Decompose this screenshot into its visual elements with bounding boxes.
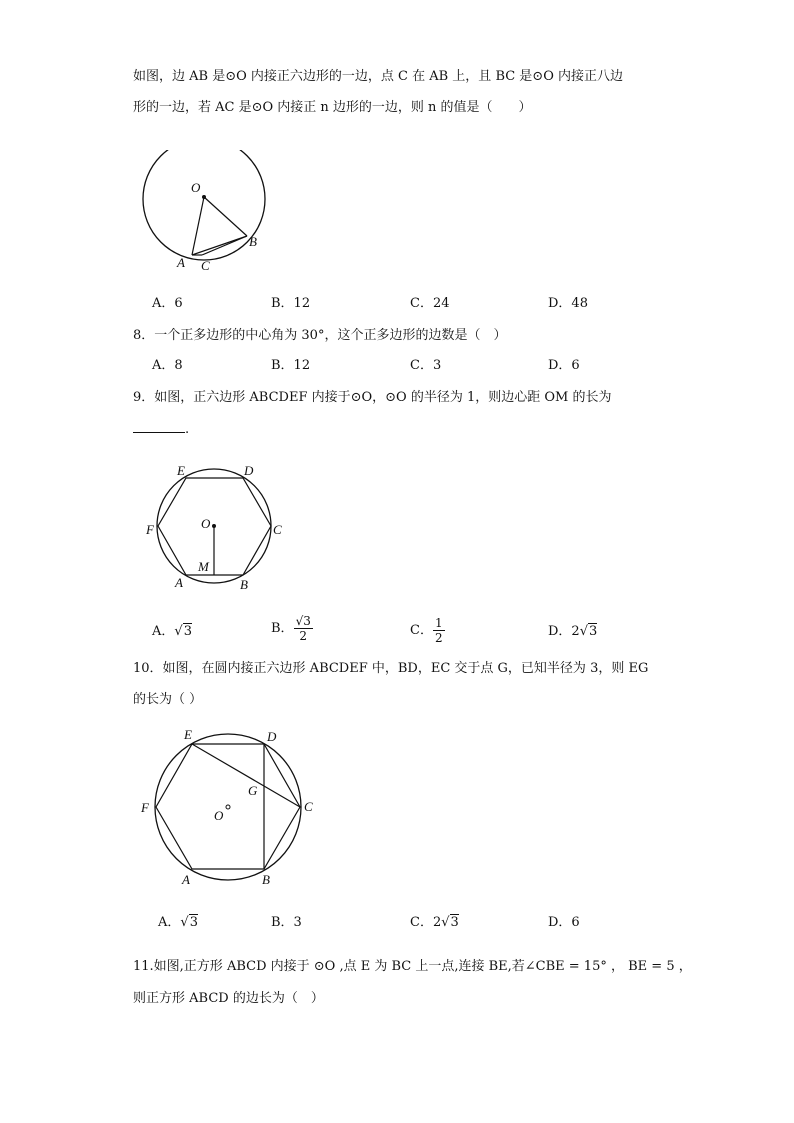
q11-text-line1: 11.如图,正方形 ABCD 内接于 ⊙O ,点 E 为 BC 上一点,连接 BE,若∠CBE = 15° ， BE = 5 ，: [133, 959, 692, 974]
q9-label-c: C: [273, 522, 282, 537]
q9-option-d[interactable]: D．2√3: [548, 624, 598, 639]
q9-text-line1: 9．如图，正六边形 ABCDEF 内接于⊙O，⊙O 的半径为 1，则边心距 OM 的长为: [133, 390, 612, 405]
q11-text-line2: 则正方形 ABCD 的边长为（ ）: [133, 991, 324, 1006]
q10-label-g: G: [248, 783, 258, 798]
q8-text: 8．一个正多边形的中心角为 30°，这个正多边形的边数是（ ）: [133, 328, 507, 343]
q9-text-line2: .: [133, 420, 189, 440]
q10-label-b: B: [262, 872, 270, 887]
q10-text-line1: 10．如图，在圆内接正六边形 ABCDEF 中，BD，EC 交于点 G，已知半径为 3，则 EG: [133, 661, 649, 676]
q7-option-d[interactable]: D．48: [548, 296, 588, 311]
q9-label-m: M: [198, 559, 209, 574]
q10-option-c[interactable]: C．2√3: [410, 915, 459, 930]
q10-label-e: E: [184, 727, 192, 742]
q9-option-a[interactable]: A．√3: [152, 624, 192, 639]
q9-label-b: B: [240, 577, 248, 592]
q9-answer-blank[interactable]: [133, 420, 185, 433]
q7-option-c[interactable]: C．24: [410, 296, 450, 311]
q7-text-line2: 形的一边，若 AC 是⊙O 内接正 n 边形的一边，则 n 的值是（ ）: [133, 100, 532, 115]
q7-label-a: A: [177, 255, 185, 270]
q7-text-line1: 如图，边 AB 是⊙O 内接正六边形的一边，点 C 在 AB 上，且 BC 是⊙O 内接正八边: [133, 69, 623, 84]
q9-label-d: D: [244, 463, 254, 478]
q9-label-o: O: [201, 516, 211, 531]
q10-option-b[interactable]: B．3: [271, 915, 302, 930]
q8-option-b[interactable]: B．12: [271, 358, 311, 373]
q9-option-b[interactable]: B． $\frac{√3}{2}$: [271, 614, 311, 643]
q10-label-f: F: [141, 800, 149, 815]
q10-label-d: D: [267, 729, 277, 744]
q7-option-b[interactable]: B．12: [271, 296, 311, 311]
q10-label-o: O: [214, 808, 224, 823]
q8-option-d[interactable]: D．6: [548, 358, 580, 373]
q10-option-d[interactable]: D．6: [548, 915, 580, 930]
q9-option-c[interactable]: C． $\frac{1}{2}$: [410, 616, 443, 645]
q7-label-b: B: [249, 234, 257, 249]
q10-text-line2: 的长为（ ）: [133, 692, 203, 707]
q10-option-a[interactable]: A．√3: [158, 915, 198, 930]
q10-label-a: A: [182, 872, 190, 887]
q9-label-e: E: [177, 463, 185, 478]
q8-option-c[interactable]: C．3: [410, 358, 442, 373]
q9-figure: [143, 460, 293, 595]
q7-label-c: C: [201, 258, 210, 273]
q10-figure: [136, 722, 321, 892]
q7-label-o: O: [191, 180, 201, 195]
q9-label-a: A: [175, 575, 183, 590]
q10-label-c: C: [304, 799, 313, 814]
q8-option-a[interactable]: A．8: [152, 358, 183, 373]
q9-label-f: F: [146, 522, 154, 537]
q7-figure: [135, 150, 275, 280]
q7-option-a[interactable]: A．6: [152, 296, 183, 311]
